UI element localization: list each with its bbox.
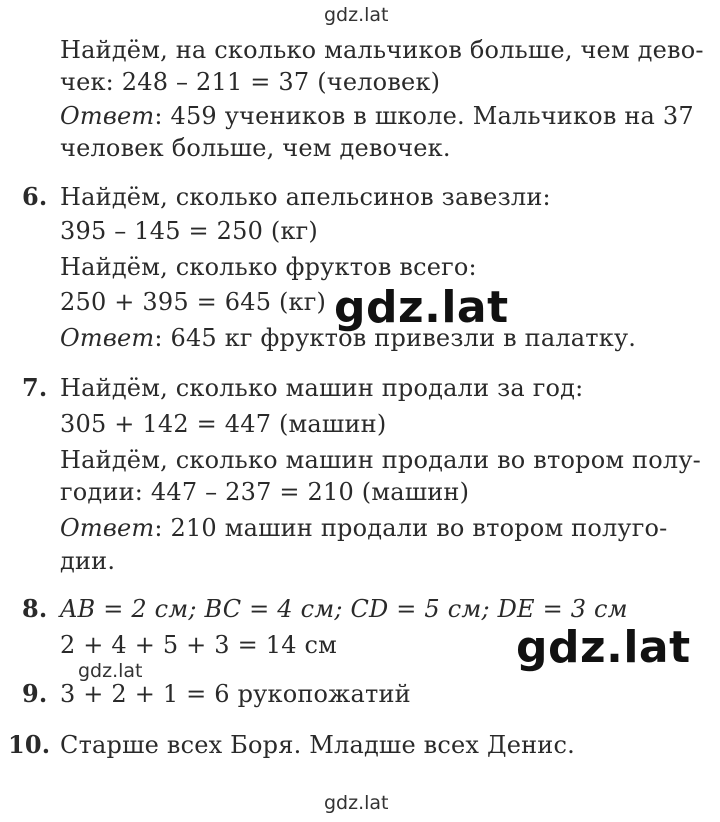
block5-answer-line2: человек больше, чем девочек. xyxy=(60,134,451,162)
watermark-small-left: gdz.lat xyxy=(78,660,143,682)
problem6-answer xyxy=(60,323,636,353)
problem7-answer-line2: дии. xyxy=(60,547,116,575)
problem10-number: 10. xyxy=(8,730,51,759)
problem6-line3: Найдём, сколько фруктов всего: xyxy=(60,253,477,281)
problem9-number: 9. xyxy=(22,679,48,708)
block5-line1: Найдём, на сколько мальчиков больше, чем дево- xyxy=(60,36,704,64)
watermark-large-right: gdz.lat xyxy=(516,622,691,673)
block5-answer-line1 xyxy=(60,101,694,131)
answer-label: Ответ xyxy=(60,324,155,352)
problem8-number: 8. xyxy=(22,594,48,623)
problem8-line1: AB = 2 см; BC = 4 см; CD = 5 см; DE = 3 см xyxy=(60,595,628,623)
answer-label: Ответ xyxy=(60,514,155,542)
problem6-line2: 395 – 145 = 250 (кг) xyxy=(60,217,318,245)
problem7-answer-line1 xyxy=(60,513,668,543)
problem7-line2: 305 + 142 = 447 (машин) xyxy=(60,410,387,438)
answer-text: : 210 машин продали во втором полуго- xyxy=(154,514,668,542)
problem6-number: 6. xyxy=(22,182,48,211)
problem8-line2: 2 + 4 + 5 + 3 = 14 см xyxy=(60,631,338,659)
watermark-bottom: gdz.lat xyxy=(324,792,389,814)
answer-text: : 459 учеников в школе. Мальчиков на 37 xyxy=(154,102,694,130)
block5-line2: чек: 248 – 211 = 37 (человек) xyxy=(60,68,441,96)
watermark-top: gdz.lat xyxy=(324,4,389,26)
problem7-line4: годии: 447 – 237 = 210 (машин) xyxy=(60,478,470,506)
problem9-line1: 3 + 2 + 1 = 6 рукопожатий xyxy=(60,680,411,708)
answer-text: : 645 кг фруктов привезли в палатку. xyxy=(154,324,637,352)
answer-label: Ответ xyxy=(60,102,155,130)
problem6-line4: 250 + 395 = 645 (кг) xyxy=(60,288,327,316)
problem6-line1: Найдём, сколько апельсинов завезли: xyxy=(60,183,551,211)
problem7-line3: Найдём, сколько машин продали во втором полу- xyxy=(60,446,701,474)
problem7-line1: Найдём, сколько машин продали за год: xyxy=(60,374,584,402)
problem10-line1: Старше всех Боря. Младше всех Денис. xyxy=(60,731,575,759)
problem7-number: 7. xyxy=(22,373,48,402)
watermark-large-middle: gdz.lat xyxy=(334,282,509,333)
